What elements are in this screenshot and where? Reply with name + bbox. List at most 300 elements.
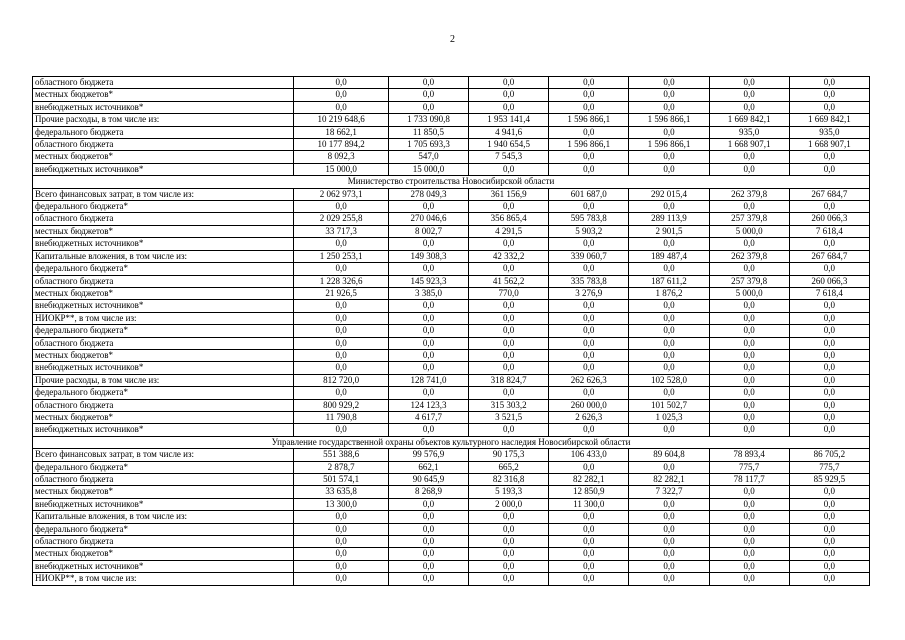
value-cell: 0,0 bbox=[789, 560, 869, 572]
value-cell: 106 433,0 bbox=[549, 449, 629, 461]
table-row bbox=[33, 511, 870, 523]
value-cell: 1 876,2 bbox=[629, 287, 709, 299]
table-row bbox=[33, 325, 870, 337]
row-label: федерального бюджета* bbox=[33, 387, 294, 399]
value-cell: 0,0 bbox=[388, 498, 468, 510]
value-cell: 12 850,9 bbox=[549, 486, 629, 498]
value-cell: 8 268,9 bbox=[388, 486, 468, 498]
value-cell: 318 824,7 bbox=[469, 374, 549, 386]
value-cell: 0,0 bbox=[709, 387, 789, 399]
value-cell: 0,0 bbox=[549, 424, 629, 436]
value-cell: 0,0 bbox=[629, 101, 709, 113]
value-cell: 0,0 bbox=[469, 387, 549, 399]
value-cell: 289 113,9 bbox=[629, 213, 709, 225]
value-cell: 0,0 bbox=[789, 399, 869, 411]
value-cell: 7 322,7 bbox=[629, 486, 709, 498]
value-cell: 0,0 bbox=[388, 300, 468, 312]
value-cell: 0,0 bbox=[629, 573, 709, 585]
value-cell: 0,0 bbox=[629, 498, 709, 510]
value-cell: 0,0 bbox=[709, 399, 789, 411]
section-title: Управление государственной охраны объектов культурного наследия Новосибирской области bbox=[33, 436, 870, 448]
value-cell: 0,0 bbox=[789, 89, 869, 101]
value-cell: 15 000,0 bbox=[388, 163, 468, 175]
value-cell: 0,0 bbox=[709, 263, 789, 275]
row-label: внебюджетных источников* bbox=[33, 498, 294, 510]
row-label: Всего финансовых затрат, в том числе из: bbox=[33, 449, 294, 461]
value-cell: 0,0 bbox=[388, 536, 468, 548]
value-cell: 101 502,7 bbox=[629, 399, 709, 411]
value-cell: 0,0 bbox=[709, 536, 789, 548]
value-cell: 1 668 907,1 bbox=[709, 139, 789, 151]
row-label: местных бюджетов* bbox=[33, 151, 294, 163]
row-label: областного бюджета bbox=[33, 275, 294, 287]
value-cell: 0,0 bbox=[549, 151, 629, 163]
row-label: внебюджетных источников* bbox=[33, 163, 294, 175]
value-cell: 1 940 654,5 bbox=[469, 139, 549, 151]
value-cell: 0,0 bbox=[294, 300, 388, 312]
value-cell: 78 117,7 bbox=[709, 474, 789, 486]
value-cell: 0,0 bbox=[629, 163, 709, 175]
value-cell: 0,0 bbox=[294, 201, 388, 213]
value-cell: 0,0 bbox=[789, 536, 869, 548]
section-header-row bbox=[33, 176, 870, 188]
value-cell: 812 720,0 bbox=[294, 374, 388, 386]
table-row bbox=[33, 163, 870, 175]
value-cell: 149 308,3 bbox=[388, 250, 468, 262]
value-cell: 8 002,7 bbox=[388, 225, 468, 237]
value-cell: 257 379,8 bbox=[709, 213, 789, 225]
value-cell: 292 015,4 bbox=[629, 188, 709, 200]
value-cell: 102 528,0 bbox=[629, 374, 709, 386]
value-cell: 0,0 bbox=[709, 325, 789, 337]
value-cell: 0,0 bbox=[789, 312, 869, 324]
value-cell: 1 025,3 bbox=[629, 411, 709, 423]
value-cell: 0,0 bbox=[789, 374, 869, 386]
value-cell: 0,0 bbox=[629, 89, 709, 101]
value-cell: 0,0 bbox=[629, 300, 709, 312]
value-cell: 41 562,2 bbox=[469, 275, 549, 287]
value-cell: 0,0 bbox=[388, 511, 468, 523]
value-cell: 0,0 bbox=[789, 511, 869, 523]
value-cell: 0,0 bbox=[709, 337, 789, 349]
value-cell: 775,7 bbox=[709, 461, 789, 473]
value-cell: 1 596 866,1 bbox=[629, 114, 709, 126]
row-label: местных бюджетов* bbox=[33, 225, 294, 237]
value-cell: 0,0 bbox=[388, 89, 468, 101]
row-label: федерального бюджета* bbox=[33, 325, 294, 337]
value-cell: 0,0 bbox=[549, 536, 629, 548]
page-number: 2 bbox=[450, 34, 455, 45]
value-cell: 267 684,7 bbox=[789, 250, 869, 262]
row-label: областного бюджета bbox=[33, 77, 294, 89]
value-cell: 935,0 bbox=[789, 126, 869, 138]
value-cell: 0,0 bbox=[388, 523, 468, 535]
row-label: областного бюджета bbox=[33, 474, 294, 486]
row-label: внебюджетных источников* bbox=[33, 424, 294, 436]
value-cell: 1 596 866,1 bbox=[549, 114, 629, 126]
value-cell: 0,0 bbox=[789, 101, 869, 113]
value-cell: 0,0 bbox=[629, 511, 709, 523]
table-row bbox=[33, 225, 870, 237]
value-cell: 0,0 bbox=[629, 424, 709, 436]
value-cell: 0,0 bbox=[549, 461, 629, 473]
table-row bbox=[33, 101, 870, 113]
table-row bbox=[33, 449, 870, 461]
value-cell: 0,0 bbox=[549, 77, 629, 89]
table-row bbox=[33, 126, 870, 138]
value-cell: 0,0 bbox=[629, 349, 709, 361]
value-cell: 42 332,2 bbox=[469, 250, 549, 262]
value-cell: 270 046,6 bbox=[388, 213, 468, 225]
row-label: местных бюджетов* bbox=[33, 411, 294, 423]
value-cell: 0,0 bbox=[469, 337, 549, 349]
value-cell: 278 049,3 bbox=[388, 188, 468, 200]
value-cell: 0,0 bbox=[629, 151, 709, 163]
row-label: областного бюджета bbox=[33, 139, 294, 151]
row-label: областного бюджета bbox=[33, 399, 294, 411]
value-cell: 0,0 bbox=[629, 201, 709, 213]
table-row bbox=[33, 523, 870, 535]
value-cell: 0,0 bbox=[469, 536, 549, 548]
table-row bbox=[33, 213, 870, 225]
table-row bbox=[33, 362, 870, 374]
table-row bbox=[33, 461, 870, 473]
value-cell: 260 066,3 bbox=[789, 213, 869, 225]
table-row bbox=[33, 287, 870, 299]
value-cell: 0,0 bbox=[469, 89, 549, 101]
value-cell: 145 923,3 bbox=[388, 275, 468, 287]
value-cell: 0,0 bbox=[629, 387, 709, 399]
value-cell: 547,0 bbox=[388, 151, 468, 163]
value-cell: 0,0 bbox=[294, 536, 388, 548]
value-cell: 90 175,3 bbox=[469, 449, 549, 461]
row-label: местных бюджетов* bbox=[33, 349, 294, 361]
value-cell: 0,0 bbox=[294, 238, 388, 250]
value-cell: 0,0 bbox=[549, 362, 629, 374]
value-cell: 0,0 bbox=[789, 548, 869, 560]
value-cell: 5 193,3 bbox=[469, 486, 549, 498]
value-cell: 662,1 bbox=[388, 461, 468, 473]
value-cell: 99 576,9 bbox=[388, 449, 468, 461]
row-label: областного бюджета bbox=[33, 213, 294, 225]
value-cell: 0,0 bbox=[709, 77, 789, 89]
value-cell: 0,0 bbox=[709, 511, 789, 523]
value-cell: 2 626,3 bbox=[549, 411, 629, 423]
value-cell: 0,0 bbox=[549, 560, 629, 572]
table-row bbox=[33, 498, 870, 510]
value-cell: 0,0 bbox=[549, 573, 629, 585]
value-cell: 11 300,0 bbox=[549, 498, 629, 510]
value-cell: 935,0 bbox=[709, 126, 789, 138]
value-cell: 0,0 bbox=[294, 312, 388, 324]
value-cell: 0,0 bbox=[294, 424, 388, 436]
value-cell: 2 878,7 bbox=[294, 461, 388, 473]
section-header-row bbox=[33, 436, 870, 448]
table-row bbox=[33, 548, 870, 560]
value-cell: 267 684,7 bbox=[789, 188, 869, 200]
row-label: внебюджетных источников* bbox=[33, 101, 294, 113]
value-cell: 0,0 bbox=[789, 573, 869, 585]
value-cell: 0,0 bbox=[469, 523, 549, 535]
value-cell: 0,0 bbox=[549, 523, 629, 535]
value-cell: 11 790,8 bbox=[294, 411, 388, 423]
value-cell: 90 645,9 bbox=[388, 474, 468, 486]
value-cell: 128 741,0 bbox=[388, 374, 468, 386]
value-cell: 0,0 bbox=[549, 349, 629, 361]
value-cell: 0,0 bbox=[709, 523, 789, 535]
value-cell: 0,0 bbox=[709, 151, 789, 163]
value-cell: 0,0 bbox=[709, 411, 789, 423]
row-label: Всего финансовых затрат, в том числе из: bbox=[33, 188, 294, 200]
value-cell: 0,0 bbox=[629, 536, 709, 548]
value-cell: 0,0 bbox=[388, 560, 468, 572]
value-cell: 0,0 bbox=[549, 337, 629, 349]
value-cell: 0,0 bbox=[549, 325, 629, 337]
row-label: федерального бюджета bbox=[33, 126, 294, 138]
value-cell: 0,0 bbox=[469, 349, 549, 361]
value-cell: 0,0 bbox=[294, 101, 388, 113]
table-row bbox=[33, 188, 870, 200]
table-row bbox=[33, 424, 870, 436]
table-row bbox=[33, 151, 870, 163]
value-cell: 0,0 bbox=[549, 101, 629, 113]
value-cell: 0,0 bbox=[789, 163, 869, 175]
value-cell: 0,0 bbox=[629, 461, 709, 473]
table-row bbox=[33, 250, 870, 262]
value-cell: 1 705 693,3 bbox=[388, 139, 468, 151]
value-cell: 0,0 bbox=[469, 101, 549, 113]
value-cell: 260 066,3 bbox=[789, 275, 869, 287]
value-cell: 0,0 bbox=[469, 548, 549, 560]
value-cell: 82 282,1 bbox=[629, 474, 709, 486]
value-cell: 0,0 bbox=[388, 424, 468, 436]
value-cell: 11 850,5 bbox=[388, 126, 468, 138]
value-cell: 1 953 141,4 bbox=[469, 114, 549, 126]
value-cell: 0,0 bbox=[709, 201, 789, 213]
value-cell: 0,0 bbox=[709, 89, 789, 101]
value-cell: 0,0 bbox=[789, 411, 869, 423]
value-cell: 0,0 bbox=[789, 325, 869, 337]
value-cell: 1 668 907,1 bbox=[789, 139, 869, 151]
value-cell: 0,0 bbox=[549, 238, 629, 250]
row-label: внебюджетных источников* bbox=[33, 300, 294, 312]
value-cell: 0,0 bbox=[549, 163, 629, 175]
value-cell: 0,0 bbox=[388, 362, 468, 374]
row-label: местных бюджетов* bbox=[33, 89, 294, 101]
value-cell: 501 574,1 bbox=[294, 474, 388, 486]
value-cell: 0,0 bbox=[294, 523, 388, 535]
row-label: внебюджетных источников* bbox=[33, 362, 294, 374]
value-cell: 0,0 bbox=[549, 201, 629, 213]
row-label: местных бюджетов* bbox=[33, 486, 294, 498]
value-cell: 33 635,8 bbox=[294, 486, 388, 498]
table-row bbox=[33, 89, 870, 101]
value-cell: 0,0 bbox=[469, 560, 549, 572]
value-cell: 33 717,3 bbox=[294, 225, 388, 237]
value-cell: 551 388,6 bbox=[294, 449, 388, 461]
value-cell: 0,0 bbox=[294, 325, 388, 337]
value-cell: 5 000,0 bbox=[709, 225, 789, 237]
value-cell: 187 611,2 bbox=[629, 275, 709, 287]
value-cell: 0,0 bbox=[789, 337, 869, 349]
value-cell: 0,0 bbox=[629, 548, 709, 560]
value-cell: 4 941,6 bbox=[469, 126, 549, 138]
value-cell: 0,0 bbox=[294, 573, 388, 585]
row-label: местных бюджетов* bbox=[33, 287, 294, 299]
value-cell: 0,0 bbox=[388, 263, 468, 275]
value-cell: 0,0 bbox=[294, 548, 388, 560]
row-label: областного бюджета bbox=[33, 337, 294, 349]
value-cell: 18 662,1 bbox=[294, 126, 388, 138]
value-cell: 2 062 973,1 bbox=[294, 188, 388, 200]
value-cell: 0,0 bbox=[294, 387, 388, 399]
value-cell: 0,0 bbox=[629, 238, 709, 250]
table-row bbox=[33, 399, 870, 411]
table-row bbox=[33, 77, 870, 89]
value-cell: 0,0 bbox=[388, 337, 468, 349]
table-row bbox=[33, 349, 870, 361]
value-cell: 0,0 bbox=[789, 523, 869, 535]
value-cell: 0,0 bbox=[709, 560, 789, 572]
financing-table bbox=[32, 76, 870, 586]
table-row bbox=[33, 300, 870, 312]
row-label: НИОКР**, в том числе из: bbox=[33, 312, 294, 324]
value-cell: 0,0 bbox=[469, 238, 549, 250]
value-cell: 0,0 bbox=[388, 325, 468, 337]
value-cell: 0,0 bbox=[469, 362, 549, 374]
value-cell: 0,0 bbox=[549, 89, 629, 101]
table-row bbox=[33, 536, 870, 548]
row-label: федерального бюджета* bbox=[33, 461, 294, 473]
value-cell: 85 929,5 bbox=[789, 474, 869, 486]
value-cell: 0,0 bbox=[469, 263, 549, 275]
value-cell: 0,0 bbox=[294, 362, 388, 374]
value-cell: 2 000,0 bbox=[469, 498, 549, 510]
value-cell: 0,0 bbox=[294, 349, 388, 361]
row-label: федерального бюджета* bbox=[33, 523, 294, 535]
value-cell: 0,0 bbox=[294, 511, 388, 523]
value-cell: 262 379,8 bbox=[709, 188, 789, 200]
table-row bbox=[33, 337, 870, 349]
value-cell: 0,0 bbox=[789, 263, 869, 275]
value-cell: 124 123,3 bbox=[388, 399, 468, 411]
value-cell: 0,0 bbox=[789, 349, 869, 361]
value-cell: 262 379,8 bbox=[709, 250, 789, 262]
value-cell: 0,0 bbox=[388, 349, 468, 361]
value-cell: 0,0 bbox=[789, 201, 869, 213]
value-cell: 0,0 bbox=[709, 486, 789, 498]
table-row bbox=[33, 387, 870, 399]
value-cell: 0,0 bbox=[549, 300, 629, 312]
value-cell: 0,0 bbox=[549, 263, 629, 275]
value-cell: 0,0 bbox=[629, 263, 709, 275]
value-cell: 0,0 bbox=[388, 548, 468, 560]
value-cell: 3 276,9 bbox=[549, 287, 629, 299]
value-cell: 0,0 bbox=[789, 486, 869, 498]
value-cell: 335 783,8 bbox=[549, 275, 629, 287]
value-cell: 7 618,4 bbox=[789, 225, 869, 237]
value-cell: 315 303,2 bbox=[469, 399, 549, 411]
value-cell: 0,0 bbox=[629, 362, 709, 374]
value-cell: 0,0 bbox=[294, 263, 388, 275]
value-cell: 339 060,7 bbox=[549, 250, 629, 262]
table-row bbox=[33, 139, 870, 151]
table-row bbox=[33, 560, 870, 572]
value-cell: 0,0 bbox=[629, 126, 709, 138]
value-cell: 0,0 bbox=[709, 163, 789, 175]
value-cell: 1 733 090,8 bbox=[388, 114, 468, 126]
table-row bbox=[33, 312, 870, 324]
value-cell: 0,0 bbox=[388, 77, 468, 89]
value-cell: 665,2 bbox=[469, 461, 549, 473]
value-cell: 0,0 bbox=[709, 300, 789, 312]
financing-table-body bbox=[33, 77, 870, 586]
value-cell: 0,0 bbox=[469, 312, 549, 324]
value-cell: 0,0 bbox=[629, 325, 709, 337]
value-cell: 260 000,0 bbox=[549, 399, 629, 411]
value-cell: 0,0 bbox=[469, 325, 549, 337]
value-cell: 1 228 326,6 bbox=[294, 275, 388, 287]
value-cell: 3 521,5 bbox=[469, 411, 549, 423]
value-cell: 0,0 bbox=[469, 77, 549, 89]
value-cell: 0,0 bbox=[709, 349, 789, 361]
value-cell: 7 545,3 bbox=[469, 151, 549, 163]
value-cell: 0,0 bbox=[549, 387, 629, 399]
row-label: областного бюджета bbox=[33, 536, 294, 548]
value-cell: 10 219 648,6 bbox=[294, 114, 388, 126]
value-cell: 0,0 bbox=[789, 387, 869, 399]
value-cell: 0,0 bbox=[789, 151, 869, 163]
value-cell: 0,0 bbox=[709, 101, 789, 113]
value-cell: 3 385,0 bbox=[388, 287, 468, 299]
value-cell: 775,7 bbox=[789, 461, 869, 473]
value-cell: 10 177 894,2 bbox=[294, 139, 388, 151]
value-cell: 0,0 bbox=[388, 387, 468, 399]
value-cell: 78 893,4 bbox=[709, 449, 789, 461]
value-cell: 7 618,4 bbox=[789, 287, 869, 299]
value-cell: 0,0 bbox=[549, 548, 629, 560]
table-row bbox=[33, 263, 870, 275]
value-cell: 2 901,5 bbox=[629, 225, 709, 237]
value-cell: 0,0 bbox=[709, 573, 789, 585]
value-cell: 0,0 bbox=[294, 337, 388, 349]
table-row bbox=[33, 474, 870, 486]
value-cell: 361 156,9 bbox=[469, 188, 549, 200]
value-cell: 0,0 bbox=[469, 573, 549, 585]
row-label: федерального бюджета* bbox=[33, 263, 294, 275]
value-cell: 86 705,2 bbox=[789, 449, 869, 461]
value-cell: 1 250 253,1 bbox=[294, 250, 388, 262]
table-row bbox=[33, 573, 870, 585]
value-cell: 0,0 bbox=[709, 238, 789, 250]
value-cell: 0,0 bbox=[709, 374, 789, 386]
value-cell: 262 626,3 bbox=[549, 374, 629, 386]
value-cell: 0,0 bbox=[388, 573, 468, 585]
table-row bbox=[33, 201, 870, 213]
row-label: НИОКР**, в том числе из: bbox=[33, 573, 294, 585]
value-cell: 21 926,5 bbox=[294, 287, 388, 299]
row-label: федерального бюджета* bbox=[33, 201, 294, 213]
value-cell: 0,0 bbox=[294, 560, 388, 572]
value-cell: 0,0 bbox=[789, 362, 869, 374]
value-cell: 0,0 bbox=[789, 424, 869, 436]
value-cell: 8 092,3 bbox=[294, 151, 388, 163]
table-row bbox=[33, 374, 870, 386]
value-cell: 0,0 bbox=[789, 77, 869, 89]
value-cell: 4 617,7 bbox=[388, 411, 468, 423]
value-cell: 0,0 bbox=[709, 312, 789, 324]
table-row bbox=[33, 275, 870, 287]
